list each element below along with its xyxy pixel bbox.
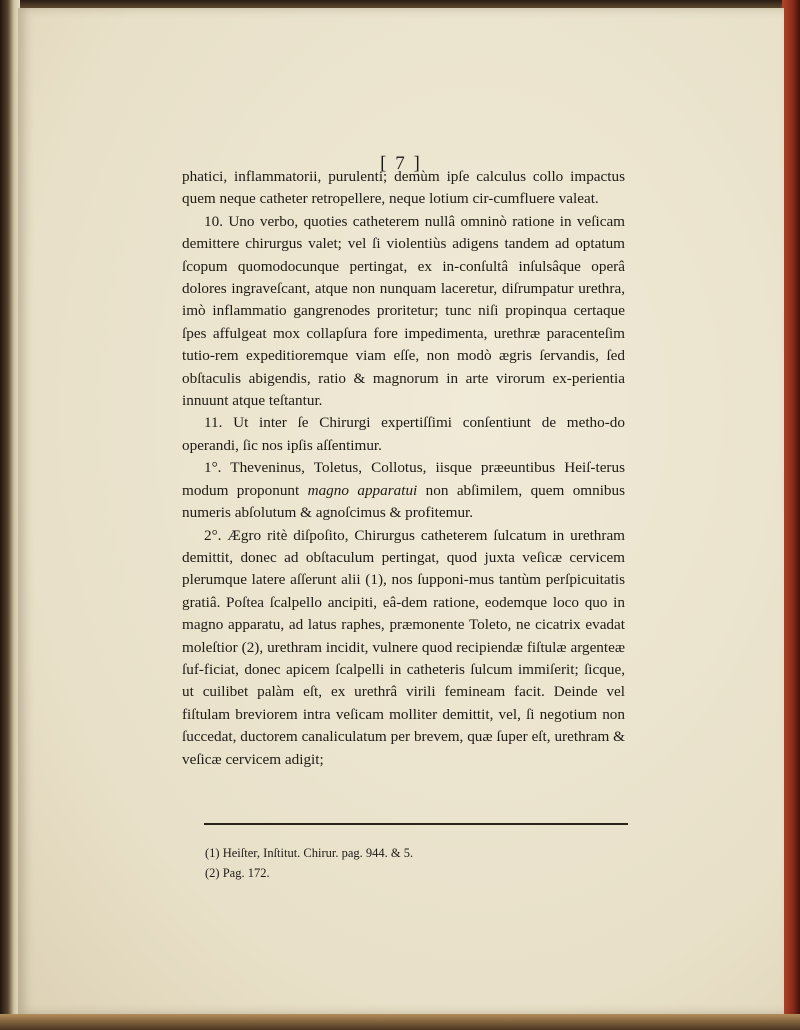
paragraph-11: 11. Ut inter ſe Chirurgi expertiſſimi conſentiunt de metho-do operandi, ſic nos ipſis aſſentimur. xyxy=(182,414,625,454)
page-number: [ 7 ] xyxy=(380,153,422,174)
paragraph-2nd: 2°. Ægro ritè diſpoſito, Chirurgus catheterem ſulcatum in urethram demittit, donec ad obſtaculum pertingat, quod juxta veſicæ cervicem plerumque latere aſſerunt alii (1), nos ſupponi-mus tantùm perſpicuitatis gratiâ. Poſtea ſcalpello ancipiti, eâ-dem ratione, eodemque loco quo in magno apparatu, ad latus raphes, præmonente Toleto, ne cicatrix evadat moleſtior (2), urethram incidit, vulnere quod recipiendæ fiſtulæ argenteæ ſuf-ficiat, donec apicem ſcalpelli in catheteris ſulcum immiſerit; ſicque, ut cuilibet palàm eſt, ex urethrâ virili femineam facit. Deinde vel fiſtulam breviorem intra veſicam molliter demittit, vel, ſi negotium non ſuccedat, ductorem canaliculatum per brevem, quæ ſuper eſt, urethram & veſicæ cervicem adigit; xyxy=(182,526,625,768)
paragraph-1st-italic: magno apparatui xyxy=(307,481,418,499)
paragraph-1st-text-b: non abſimilem, quem omnibus numeris abſolutum & agnoſcimus & profitemur. xyxy=(182,481,626,522)
paragraph-continuation: phatici, inflammatorii, purulenti; demùm ipſe calculus collo impactus quem neque catheter retropellere, neque lotium cir-cumfluere valeat. xyxy=(182,168,625,208)
book-edge-bottom xyxy=(0,1014,800,1030)
footnote-2: (2) Pag. 172. xyxy=(205,866,270,880)
footnote-rule xyxy=(204,823,628,825)
book-edge-left xyxy=(0,0,20,1030)
paragraph-1st xyxy=(182,457,625,524)
book-edge-right xyxy=(782,0,800,1030)
footnote-1: (1) Heiſter, Inſtitut. Chirur. pag. 944. & 5. xyxy=(205,846,414,860)
paragraph-1st-text-a: 1°. Theveninus, Toletus, Collotus, iisque præeuntibus Heiſ-terus modum proponunt xyxy=(182,459,625,499)
footnotes xyxy=(205,843,625,883)
paragraph-10: 10. Uno verbo, quoties catheterem nullâ omninò ratione in veſicam demittere chirurgus valet; vel ſi violentiùs adigens tandem ad optatum ſcopum quomodocunque pertingat, ex in-conſultâ inſulsâque operâ dolores ingraveſcant, atque non nunquam laceretur, diſrumpatur urethra, imò inflammatio gangrenodes proritetur; tunc niſi propinqua certaque ſpes affulgeat mox collapſura fore impedimenta, urethræ paracenteſim tutio-rem expeditioremque viam eſſe, non modò ægris ſervandis, ſed obſtaculis abigendis, ratio & magnorum in arte virorum ex-perientia innuunt atque teſtantur. xyxy=(182,212,625,410)
main-text xyxy=(182,166,625,771)
